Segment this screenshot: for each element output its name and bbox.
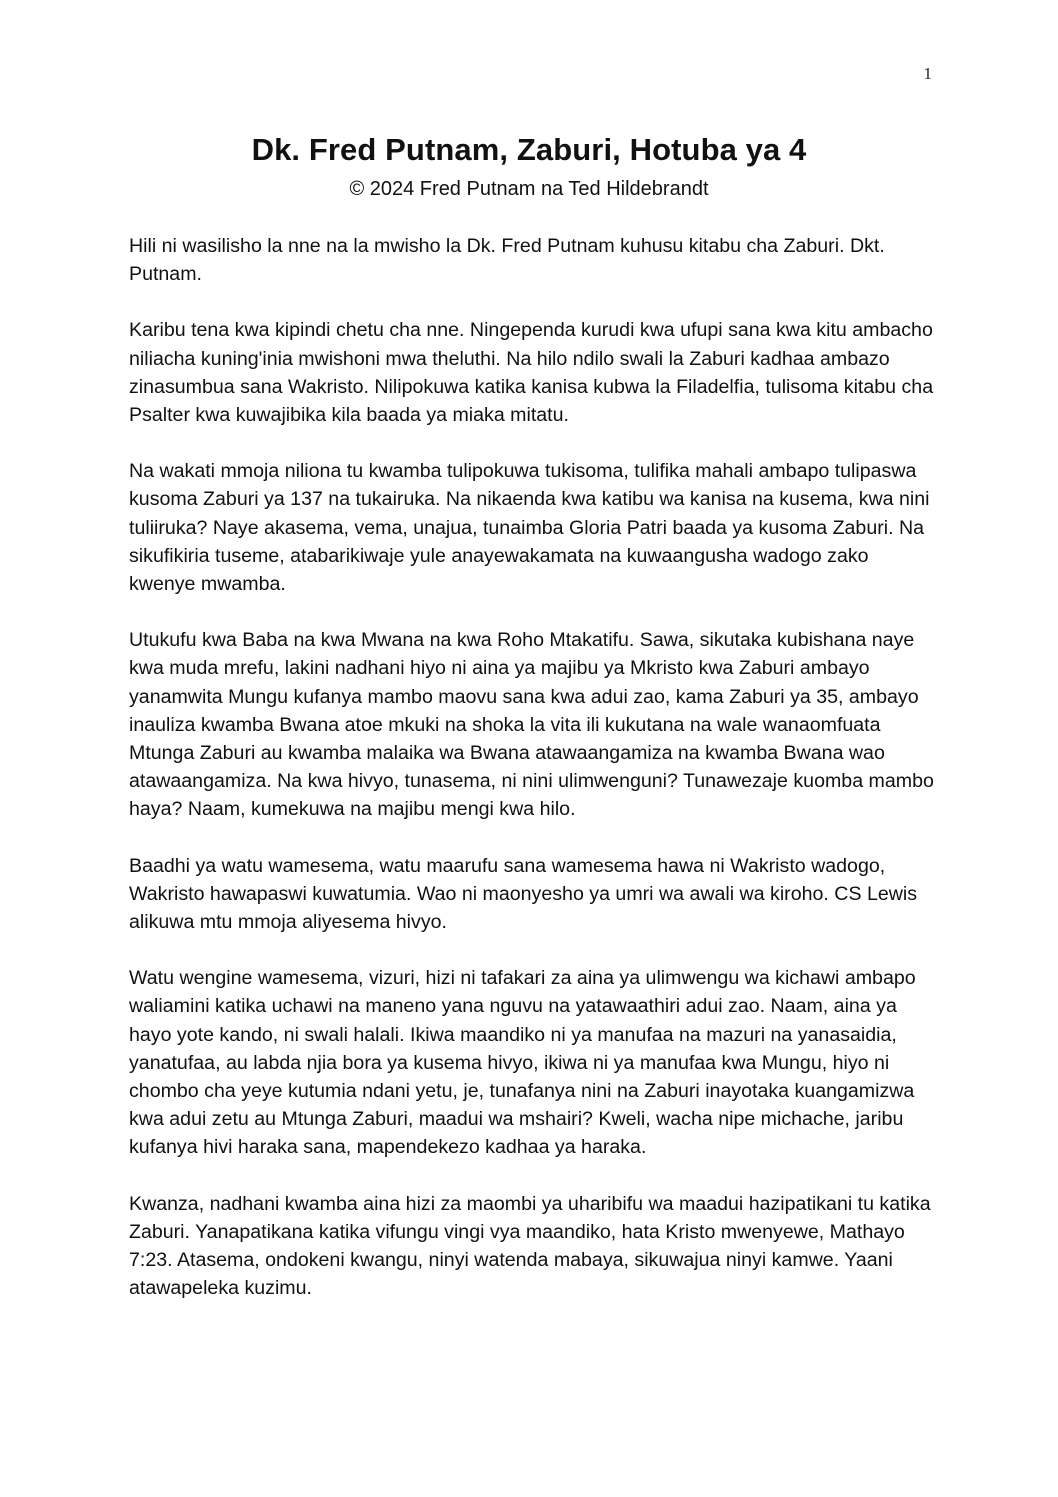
paragraph-3: Na wakati mmoja niliona tu kwamba tulipokuwa tukisoma, tulifika mahali ambapo tulipaswa kusoma Zaburi ya 137 na tukairuka. Na nikaenda kwa katibu wa kanisa na kusema, kwa nini tuliiruka? Naye akasema, vema, unajua, tunaimba Gloria Patri baada ya kusoma Zaburi. Na sikufikiria tuseme, atabarikiwaje yule anayewakamata na kuwaangusha wadogo zako kwenye mwamba. bbox=[129, 460, 930, 596]
paragraph-7: Kwanza, nadhani kwamba aina hizi za maombi ya uharibifu wa maadui hazipatikani tu katika Zaburi. Yanapatikana katika vifungu vingi vya maandiko, hata Kristo mwenyewe, Mathayo 7:23. Atasema, ondokeni kwangu, ninyi watenda mabaya, sikuwajua ninyi kamwe. Yaani atawapeleka kuzimu. bbox=[129, 1192, 931, 1300]
paragraph-6: Watu wengine wamesema, vizuri, hizi ni tafakari za aina ya ulimwengu wa kichawi ambapo waliamini katika uchawi na maneno yana nguvu na yatawaathiri adui zao. Naam, aina ya hayo yote kando, ni swali halali. Ikiwa maandiko ni ya manufaa na mazuri na yanasaidia, yanatufaa, au labda njia bora ya kusema hivyo, ikiwa ni ya manufaa kwa Mungu, hiyo ni chombo cha yeye kutumia ndani yetu, je, tunafanya nini na Zaburi inayotaka kuangamizwa kwa adui zetu au Mtunga Zaburi, maadui wa mshairi? Kweli, wacha nipe michache, jaribu kufanya hivi haraka sana, mapendekezo kadhaa ya haraka. bbox=[129, 967, 916, 1159]
page-number: 1 bbox=[923, 64, 932, 83]
paragraph-5: Baadhi ya watu wamesema, watu maarufu sana wamesema hawa ni Wakristo wadogo, Wakristo hawapaswi kuwatumia. Wao ni maonyesho ya umri wa awali wa kiroho. CS Lewis alikuwa mtu mmoja aliyesema hivyo. bbox=[129, 854, 918, 934]
copyright-line: © 2024 Fred Putnam na Ted Hildebrandt bbox=[349, 178, 709, 200]
paragraph-4: Utukufu kwa Baba na kwa Mwana na kwa Roho Mtakatifu. Sawa, sikutaka kubishana naye kwa muda mrefu, lakini nadhani hiyo ni aina ya majibu ya Mkristo kwa Zaburi ambayo yanamwita Mungu kufanya mambo maovu sana kwa adui zao, kama Zaburi ya 35, ambayo inauliza kwamba Bwana atoe mkuki na shoka la vita ili kukutana na wale wanaomfuata Mtunga Zaburi au kwamba malaika wa Bwana atawaangamiza na kwamba Bwana wao atawaangamiza. Na kwa hivyo, tunasema, ni nini ulimwenguni? Tunawezaje kuomba mambo haya? Naam, kumekuwa na majibu mengi kwa hilo. bbox=[129, 629, 934, 821]
paragraph-1: Hili ni wasilisho la nne na la mwisho la Dk. Fred Putnam kuhusu kitabu cha Zaburi. Dkt. Putnam. bbox=[129, 235, 885, 286]
document-body bbox=[129, 232, 939, 1331]
paragraph-2: Karibu tena kwa kipindi chetu cha nne. Ningependa kurudi kwa ufupi sana kwa kitu ambacho niliacha kuning'inia mwishoni mwa theluthi. Na hilo ndilo swali la Zaburi kadhaa ambazo zinasumbua sana Wakristo. Nilipokuwa katika kanisa kubwa la Filadelfia, tulisoma kitabu cha Psalter kwa kuwajibika kila baada ya miaka mitatu. bbox=[129, 319, 934, 427]
document-title: Dk. Fred Putnam, Zaburi, Hotuba ya 4 bbox=[251, 132, 807, 167]
